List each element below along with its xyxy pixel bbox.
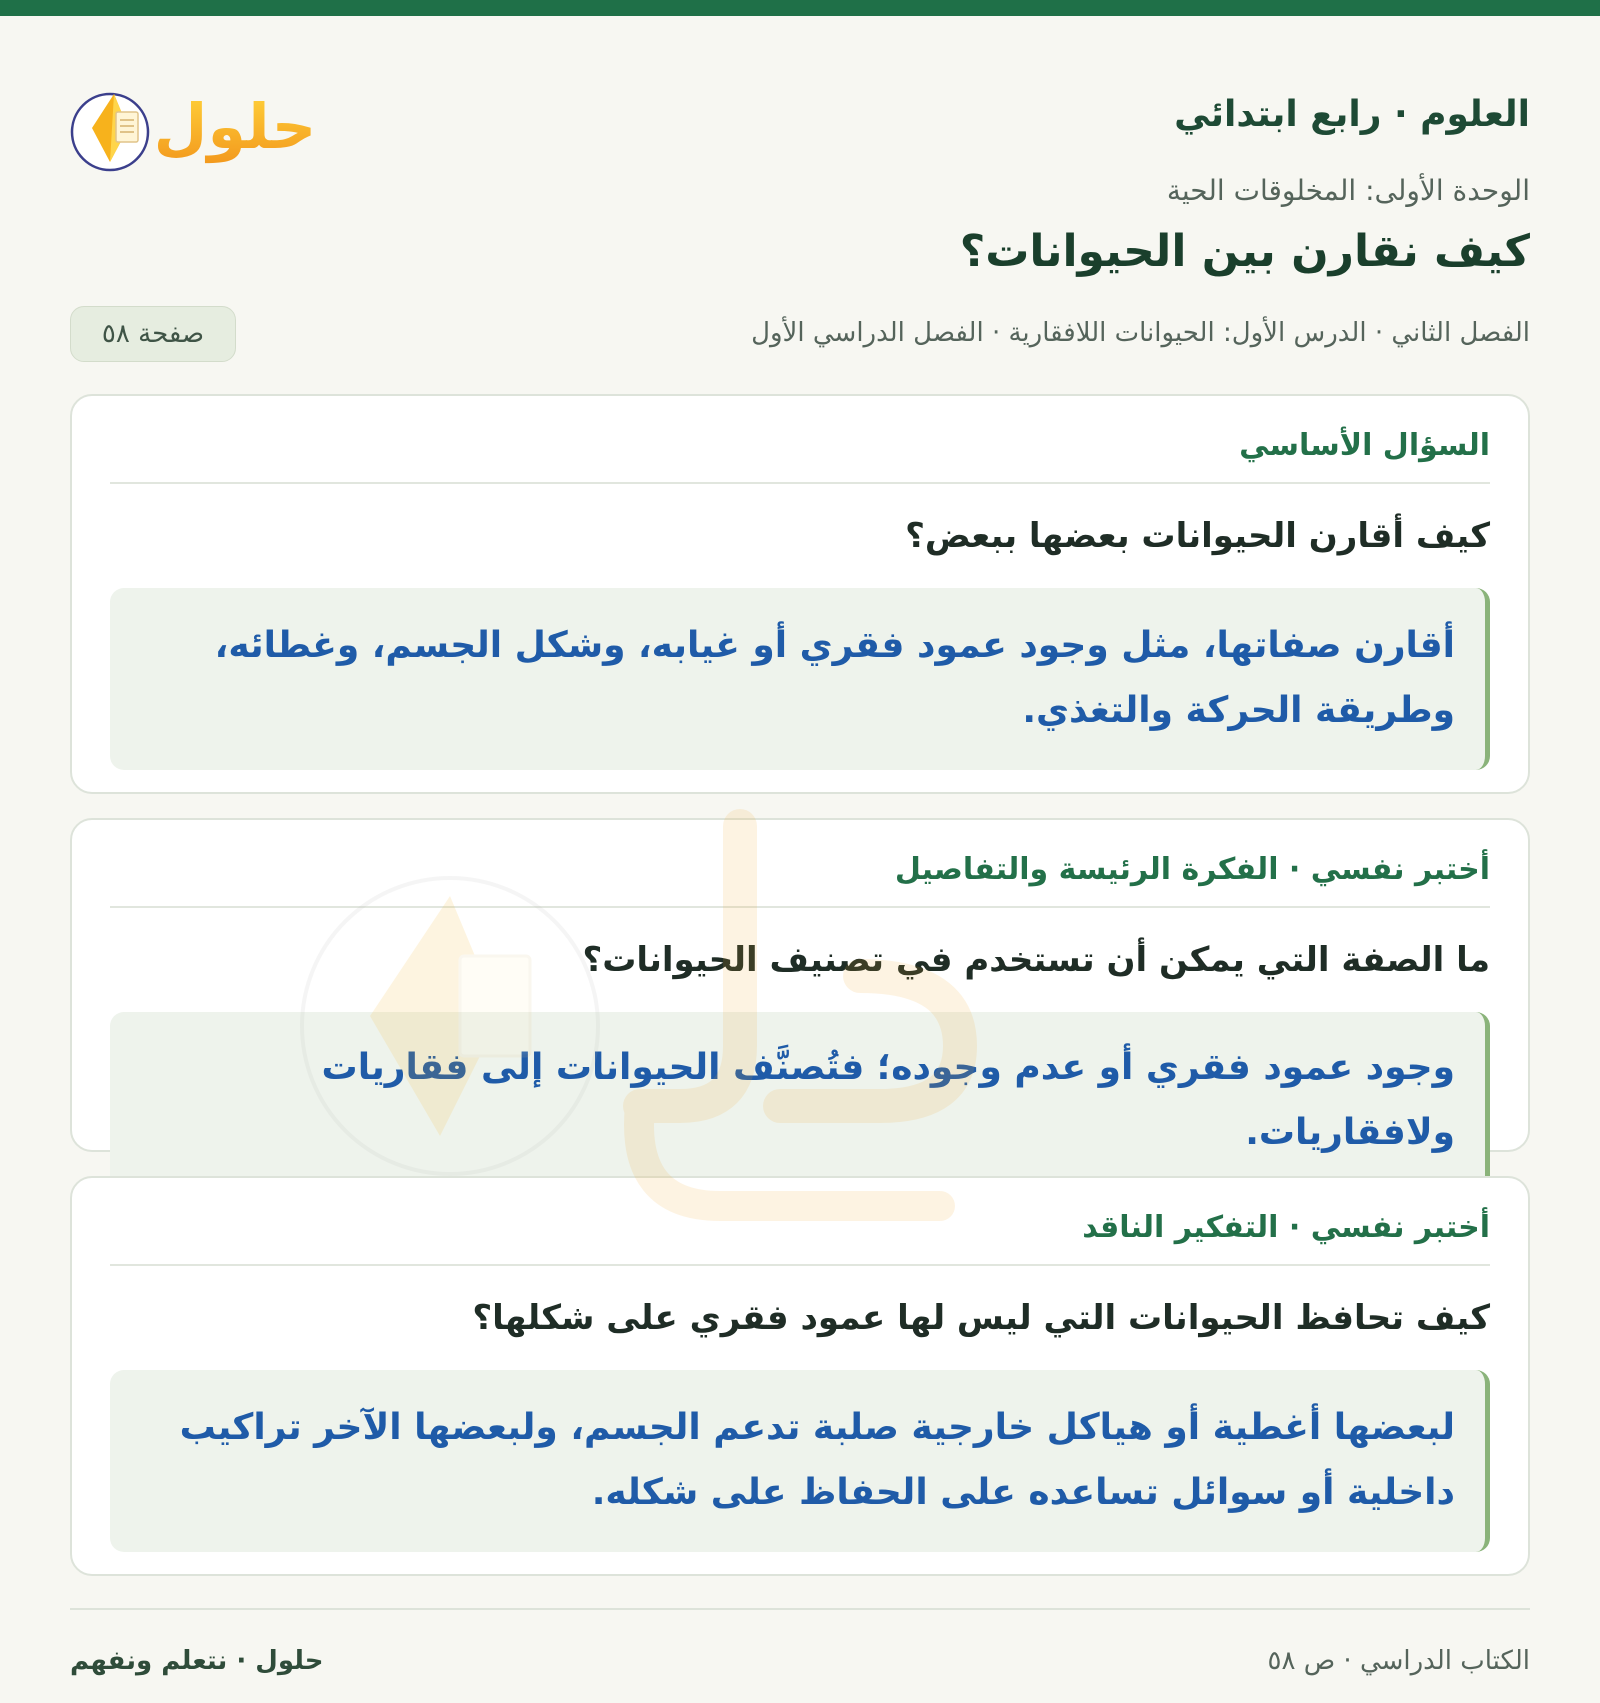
subject-title: العلوم · رابع ابتدائي: [1174, 94, 1530, 135]
answer-box: لبعضها أغطية أو هياكل خارجية صلبة تدعم الجسم، ولبعضها الآخر تراكيب داخلية أو سوائل تساعده على الحفاظ على شكله.: [110, 1370, 1490, 1552]
page-header: [70, 56, 1530, 176]
footer-brand: حلول · نتعلم ونفهم: [70, 1646, 324, 1676]
lesson-title: كيف نقارن بين الحيوانات؟: [959, 226, 1530, 277]
page-number-badge: صفحة ٥٨: [70, 306, 236, 362]
question-text: ما الصفة التي يمكن أن تستخدم في تصنيف الحيوانات؟: [582, 940, 1490, 980]
critical-thinking-card: [70, 1176, 1530, 1576]
question-text: كيف تحافظ الحيوانات التي ليس لها عمود فقري على شكلها؟: [472, 1298, 1490, 1338]
essential-question-card: [70, 394, 1530, 794]
lesson-meta: الفصل الثاني · الدرس الأول: الحيوانات اللافقارية · الفصل الدراسي الأول: [751, 318, 1530, 348]
main-idea-card: [70, 818, 1530, 1152]
answer-box: وجود عمود فقري أو عدم وجوده؛ فتُصنَّف الحيوانات إلى فقاريات ولافقاريات.: [110, 1012, 1490, 1190]
footer-book-reference: الكتاب الدراسي · ص ٥٨: [1267, 1646, 1530, 1676]
top-accent-bar: [0, 0, 1600, 16]
unit-label: الوحدة الأولى: المخلوقات الحية: [1166, 174, 1530, 207]
hulul-logo: [70, 66, 340, 176]
footer-divider: [70, 1608, 1530, 1610]
question-text: كيف أقارن الحيوانات بعضها ببعض؟: [905, 516, 1490, 556]
answer-box: أقارن صفاتها، مثل وجود عمود فقري أو غيابه، وشكل الجسم، وغطائه، وطريقة الحركة والتغذي.: [110, 588, 1490, 770]
card-heading: أختبر نفسي · الفكرة الرئيسة والتفاصيل: [110, 852, 1490, 908]
card-heading: أختبر نفسي · التفكير الناقد: [110, 1210, 1490, 1266]
logo-text: حلول: [153, 90, 317, 163]
card-heading: السؤال الأساسي: [110, 428, 1490, 484]
page: [70, 16, 1530, 1703]
